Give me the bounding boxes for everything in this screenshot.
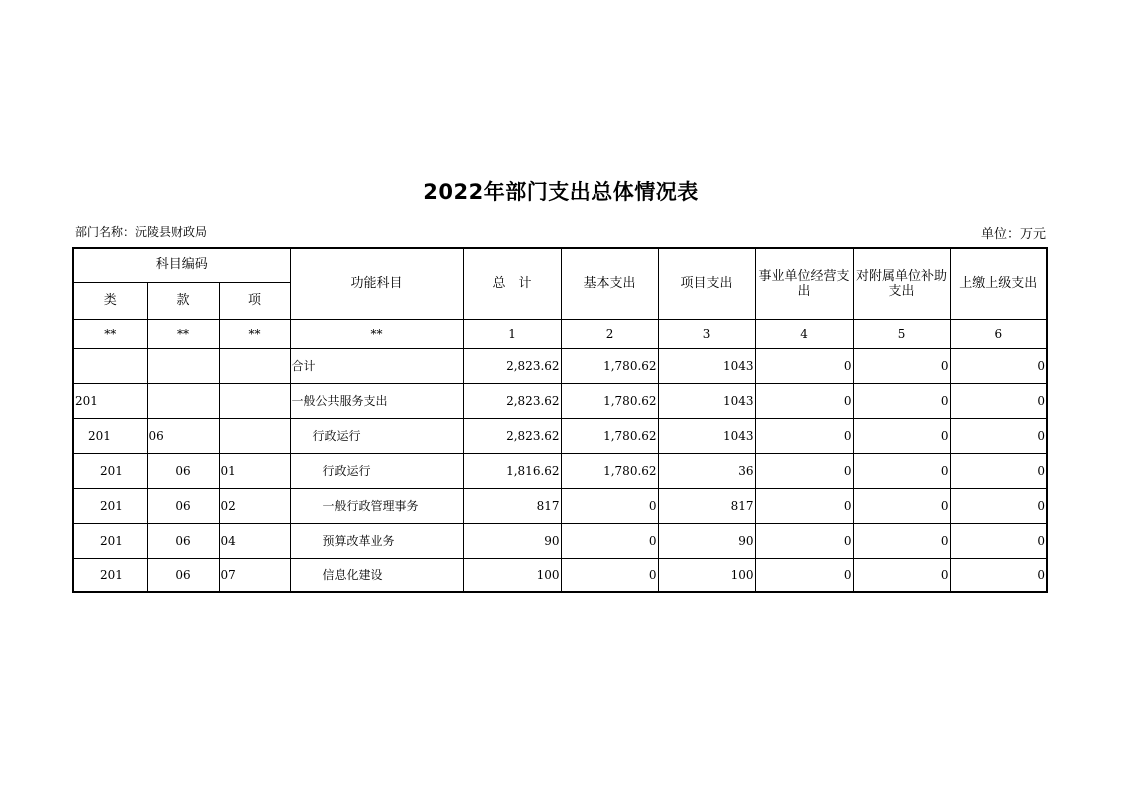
cell-project: 1043 xyxy=(658,418,755,453)
cell-xiang: 04 xyxy=(219,523,290,558)
index-cell: 3 xyxy=(658,319,755,348)
index-cell: ** xyxy=(73,319,147,348)
index-cell: 4 xyxy=(755,319,853,348)
expenditure-table xyxy=(72,247,1048,593)
cell-project: 36 xyxy=(658,453,755,488)
cell-subsidy: 0 xyxy=(853,558,950,592)
cell-superior: 0 xyxy=(950,418,1047,453)
cell-business: 0 xyxy=(755,558,853,592)
cell-xiang: 07 xyxy=(219,558,290,592)
unit-label: 单位：万元 xyxy=(980,227,1046,242)
index-cell: 1 xyxy=(463,319,561,348)
cell-total: 1,816.62 xyxy=(463,453,561,488)
cell-lei: 201 xyxy=(73,383,147,418)
cell-total: 2,823.62 xyxy=(463,383,561,418)
table-row xyxy=(73,558,1047,592)
cell-kuan: 06 xyxy=(147,453,219,488)
index-cell: 6 xyxy=(950,319,1047,348)
cell-subsidy: 0 xyxy=(853,348,950,383)
cell-total: 90 xyxy=(463,523,561,558)
cell-xiang: 02 xyxy=(219,488,290,523)
cell-xiang: 01 xyxy=(219,453,290,488)
cell-superior: 0 xyxy=(950,558,1047,592)
index-cell: ** xyxy=(290,319,463,348)
header-project: 项目支出 xyxy=(658,248,755,319)
cell-kuan xyxy=(147,383,219,418)
table-row xyxy=(73,523,1047,558)
table-row xyxy=(73,383,1047,418)
cell-lei: 201 xyxy=(73,488,147,523)
cell-basic: 0 xyxy=(561,488,658,523)
header-function: 功能科目 xyxy=(290,248,463,319)
cell-kuan: 06 xyxy=(147,418,219,453)
page-title: 2022年部门支出总体情况表 xyxy=(423,180,699,204)
cell-project: 1043 xyxy=(658,383,755,418)
cell-kuan: 06 xyxy=(147,488,219,523)
cell-project: 817 xyxy=(658,488,755,523)
cell-kuan xyxy=(147,348,219,383)
index-cell: ** xyxy=(219,319,290,348)
header-basic: 基本支出 xyxy=(561,248,658,319)
cell-xiang xyxy=(219,348,290,383)
header-subsidy: 对附属单位补助支出 xyxy=(853,248,950,319)
cell-total: 2,823.62 xyxy=(463,418,561,453)
header-superior: 上缴上级支出 xyxy=(950,248,1047,319)
cell-business: 0 xyxy=(755,383,853,418)
cell-lei: 201 xyxy=(73,418,147,453)
cell-function-name: 合计 xyxy=(290,348,463,383)
index-cell: 2 xyxy=(561,319,658,348)
cell-superior: 0 xyxy=(950,383,1047,418)
header-subject-code: 科目编码 xyxy=(73,248,290,282)
cell-business: 0 xyxy=(755,418,853,453)
cell-basic: 1,780.62 xyxy=(561,383,658,418)
cell-basic: 1,780.62 xyxy=(561,348,658,383)
cell-function-name: 一般行政管理事务 xyxy=(290,488,463,523)
cell-function-name: 预算改革业务 xyxy=(290,523,463,558)
index-row xyxy=(73,319,1047,348)
index-cell: 5 xyxy=(853,319,950,348)
cell-superior: 0 xyxy=(950,523,1047,558)
cell-subsidy: 0 xyxy=(853,383,950,418)
cell-function-name: 信息化建设 xyxy=(290,558,463,592)
cell-total: 2,823.62 xyxy=(463,348,561,383)
cell-basic: 0 xyxy=(561,558,658,592)
cell-basic: 1,780.62 xyxy=(561,418,658,453)
cell-superior: 0 xyxy=(950,488,1047,523)
cell-xiang xyxy=(219,383,290,418)
header-kuan: 款 xyxy=(147,282,219,319)
table-row xyxy=(73,418,1047,453)
cell-superior: 0 xyxy=(950,453,1047,488)
cell-subsidy: 0 xyxy=(853,453,950,488)
cell-subsidy: 0 xyxy=(853,523,950,558)
cell-total: 817 xyxy=(463,488,561,523)
cell-kuan: 06 xyxy=(147,558,219,592)
department-name: 部门名称：沅陵县财政局 xyxy=(75,225,208,239)
cell-lei xyxy=(73,348,147,383)
header-xiang: 项 xyxy=(219,282,290,319)
header-total: 总 计 xyxy=(463,248,561,319)
cell-lei: 201 xyxy=(73,453,147,488)
cell-function-name: 行政运行 xyxy=(290,418,463,453)
cell-total: 100 xyxy=(463,558,561,592)
cell-subsidy: 0 xyxy=(853,418,950,453)
cell-basic: 1,780.62 xyxy=(561,453,658,488)
table-row xyxy=(73,348,1047,383)
cell-basic: 0 xyxy=(561,523,658,558)
cell-lei: 201 xyxy=(73,523,147,558)
cell-business: 0 xyxy=(755,453,853,488)
cell-business: 0 xyxy=(755,348,853,383)
cell-business: 0 xyxy=(755,488,853,523)
cell-xiang xyxy=(219,418,290,453)
header-lei: 类 xyxy=(73,282,147,319)
table-row xyxy=(73,488,1047,523)
cell-project: 90 xyxy=(658,523,755,558)
cell-lei: 201 xyxy=(73,558,147,592)
cell-business: 0 xyxy=(755,523,853,558)
header-business: 事业单位经营支出 xyxy=(755,248,853,319)
cell-subsidy: 0 xyxy=(853,488,950,523)
cell-function-name: 行政运行 xyxy=(290,453,463,488)
index-cell: ** xyxy=(147,319,219,348)
cell-project: 100 xyxy=(658,558,755,592)
cell-function-name: 一般公共服务支出 xyxy=(290,383,463,418)
table-row xyxy=(73,453,1047,488)
cell-kuan: 06 xyxy=(147,523,219,558)
cell-superior: 0 xyxy=(950,348,1047,383)
cell-project: 1043 xyxy=(658,348,755,383)
